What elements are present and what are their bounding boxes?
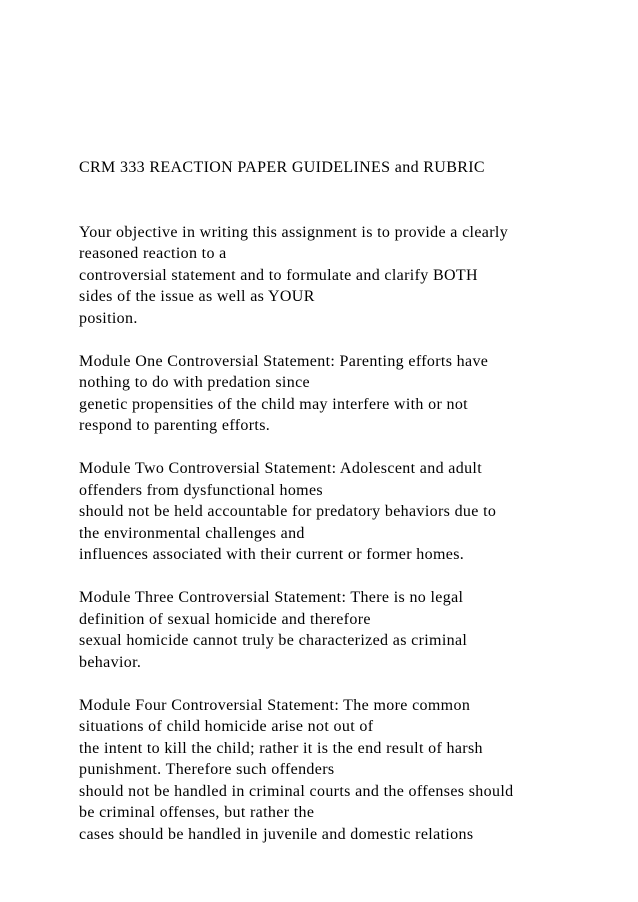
text-line: should not be held accountable for predatory behaviors due to <box>79 503 497 520</box>
text-line: sides of the issue as well as YOUR <box>79 288 315 305</box>
paragraph-module-three <box>79 587 599 673</box>
text-line: nothing to do with predation since <box>79 374 310 391</box>
text-line: sexual homicide cannot truly be characterized as criminal <box>79 632 468 649</box>
paragraph-module-one <box>79 351 599 437</box>
text-line: punishment. Therefore such offenders <box>79 761 335 778</box>
text-line: situations of child homicide arise not out of <box>79 718 374 735</box>
text-line: offenders from dysfunctional homes <box>79 481 323 499</box>
text-line: reasoned reaction to a <box>79 245 227 262</box>
document-title: CRM 333 REACTION PAPER GUIDELINES and RUBRIC <box>79 159 485 176</box>
text-line: the environmental challenges and <box>79 524 305 542</box>
text-line: position. <box>79 309 138 327</box>
text-line: genetic propensities of the child may interfere with or not <box>79 395 468 413</box>
paragraph-objective <box>79 222 599 330</box>
text-line: respond to parenting efforts. <box>79 417 271 434</box>
text-line: influences associated with their current or former homes. <box>79 546 465 563</box>
paragraph-module-two <box>79 458 599 566</box>
text-line: definition of sexual homicide and therefore <box>79 610 371 628</box>
text-line: Module Four Controversial Statement: The more common <box>79 696 471 714</box>
text-line: the intent to kill the child; rather it is the end result of harsh <box>79 739 483 757</box>
text-line: behavior. <box>79 653 142 671</box>
paragraph-module-four <box>79 695 599 846</box>
text-line: Your objective in writing this assignment is to provide a clearly <box>79 223 509 241</box>
text-line: Module Two Controversial Statement: Adolescent and adult <box>79 460 483 477</box>
text-line: Module One Controversial Statement: Parenting efforts have <box>79 352 489 370</box>
document-body <box>79 157 599 867</box>
text-line: controversial statement and to formulate and clarify BOTH <box>79 266 478 284</box>
text-line: should not be handled in criminal courts and the offenses should <box>79 782 514 800</box>
text-line: be criminal offenses, but rather the <box>79 804 315 821</box>
text-line: Module Three Controversial Statement: There is no legal <box>79 589 464 606</box>
text-line: cases should be handled in juvenile and domestic relations <box>79 825 474 843</box>
